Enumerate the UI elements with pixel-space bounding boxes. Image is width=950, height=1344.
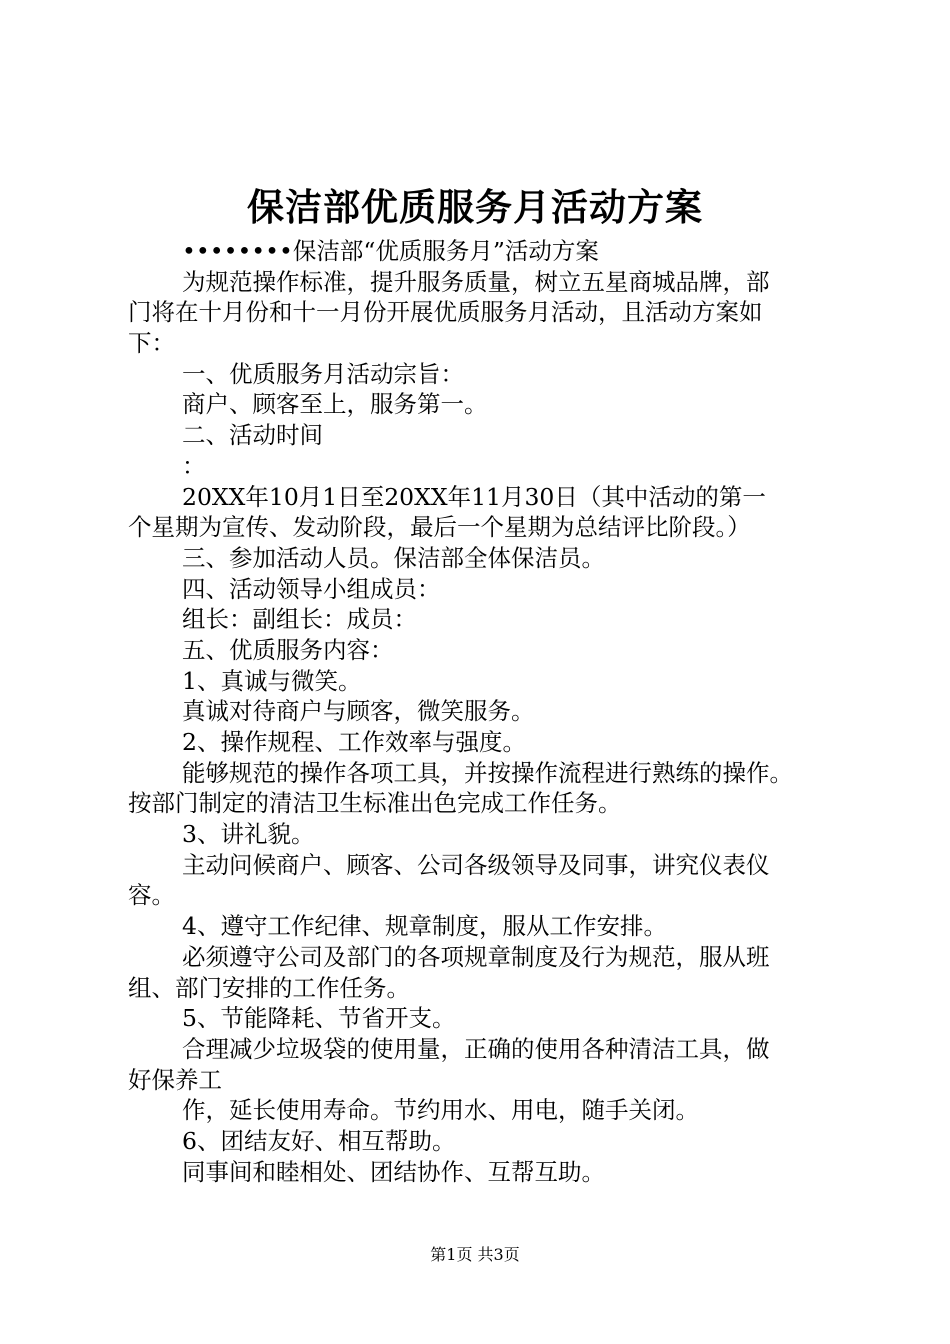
body-line: 合理减少垃圾袋的使用量，正确的使用各种清洁工具，做 <box>182 1034 770 1063</box>
body-line: 四、活动领导小组成员： <box>182 574 441 603</box>
body-line: 必须遵守公司及部门的各项规章制度及行为规范，服从班 <box>182 942 770 971</box>
body-line: ： <box>182 451 206 480</box>
body-line: 好保养工 <box>128 1065 222 1094</box>
body-line: 五、优质服务内容： <box>182 635 394 664</box>
body-line: 作，延长使用寿命。节约用水、用电，随手关闭。 <box>182 1096 699 1125</box>
body-line: 组长：副组长：成员： <box>182 605 417 634</box>
body-line: 2、操作规程、工作效率与强度。 <box>182 728 526 756</box>
body-line: 二、活动时间 <box>182 421 323 450</box>
body-line: 1、真诚与微笑。 <box>182 666 362 695</box>
body-line: 门将在十月份和十一月份开展优质服务月活动，且活动方案如 <box>128 298 763 327</box>
body-line: 下： <box>128 329 175 358</box>
body-line: 同事间和睦相处、团结协作、互帮互助。 <box>182 1157 605 1186</box>
body-line: 能够规范的操作各项工具，并按操作流程进行熟练的操作。 <box>182 758 793 787</box>
body-line: 组、部门安排的工作任务。 <box>128 973 410 1002</box>
body-line: 一、优质服务月活动宗旨： <box>182 359 464 388</box>
body-line: 个星期为宣传、发动阶段，最后一个星期为总结评比阶段。） <box>128 513 751 542</box>
body-line: 按部门制定的清洁卫生标准出色完成工作任务。 <box>128 789 622 818</box>
document-body <box>128 236 834 1187</box>
body-line: 4、遵守工作纪律、规章制度，服从工作安排。 <box>182 912 667 941</box>
body-line: 3、讲礼貌。 <box>182 820 315 849</box>
body-line: 真诚对待商户与顾客，微笑服务。 <box>182 697 535 726</box>
body-line: 20XX年10月1日至20XX年11月30日（其中活动的第一 <box>182 482 766 511</box>
body-line: 三、参加活动人员。保洁部全体保洁员。 <box>182 543 605 572</box>
body-line: 6、团结友好、相互帮助。 <box>182 1126 456 1155</box>
body-line: 主动问候商户、顾客、公司各级领导及同事，讲究仪表仪 <box>182 850 770 879</box>
body-line: 商户、顾客至上，服务第一。 <box>182 390 488 419</box>
page-footer: 第1页 共3页 <box>430 1245 520 1264</box>
body-line: 容。 <box>128 881 175 910</box>
body-line: ••••••••保洁部“优质服务月”活动方案 <box>182 237 599 265</box>
body-line: 为规范操作标准，提升服务质量，树立五星商城品牌，部 <box>182 267 770 296</box>
body-line: 5、节能降耗、节省开支。 <box>182 1004 456 1033</box>
document-title: 保洁部优质服务月活动方案 <box>247 185 703 229</box>
